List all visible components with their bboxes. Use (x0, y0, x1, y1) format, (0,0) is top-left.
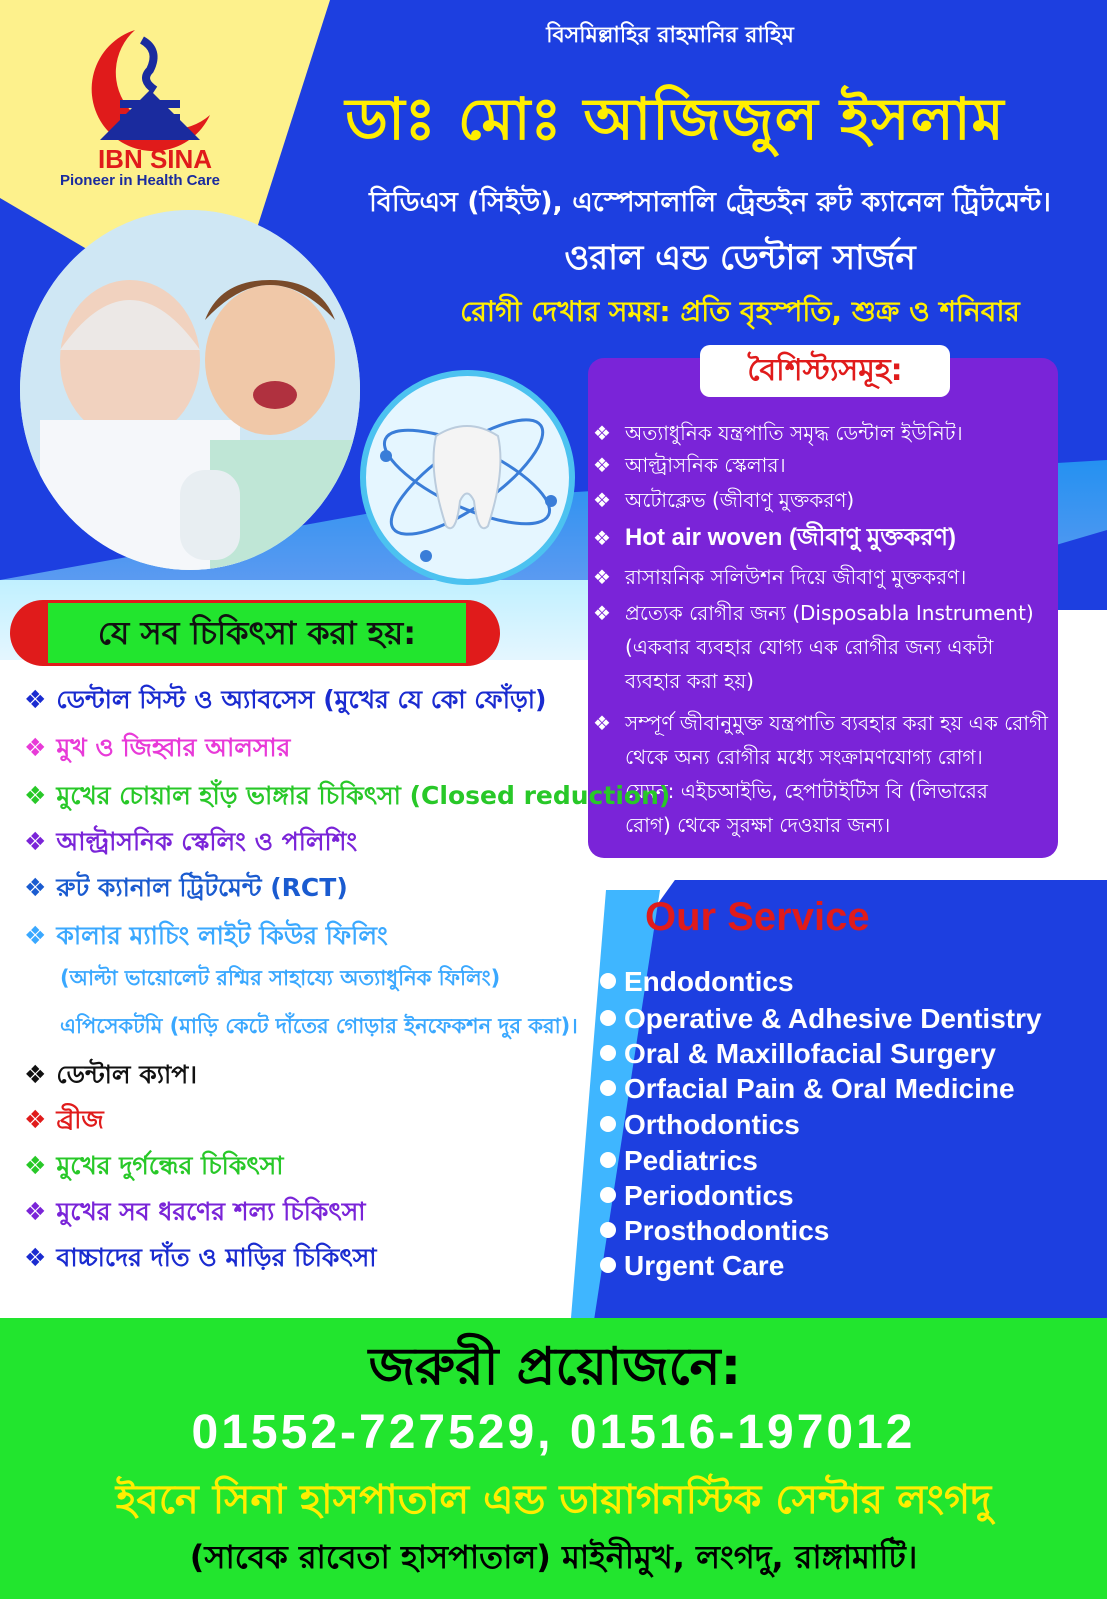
service-item: Orfacial Pain & Oral Medicine (600, 1073, 1015, 1105)
bullet-dot-icon (600, 1152, 616, 1168)
feature-item-cont: ব্যবহার করা হয়) (625, 669, 754, 693)
bullet-dot-icon (600, 1222, 616, 1238)
service-item: Urgent Care (600, 1250, 784, 1282)
service-item: Prosthodontics (600, 1215, 829, 1247)
bullet-dot-icon (600, 1187, 616, 1203)
diamond-bullet-icon: ❖ (24, 873, 47, 902)
treatment-subtext: (আল্টা ভায়োলেট রশ্মির সাহায্যে অত্যাধুনিক ফিলিং) (60, 966, 501, 990)
doctor-name: ডাঃ মোঃ আজিজুল ইসলাম (345, 85, 1005, 153)
service-item: Pediatrics (600, 1145, 758, 1177)
visiting-schedule: রোগী দেখার সময়: প্রতি বৃহস্পতি, শুক্র ও শনিবার (460, 295, 1020, 328)
treatment-item: ❖ মুখের সব ধরণের শল্য চিকিৎসা (24, 1197, 366, 1226)
service-item: Operative & Adhesive Dentistry (600, 1003, 1042, 1035)
feature-item: ❖ আল্ট্রাসনিক স্কেলার। (625, 450, 786, 480)
diamond-bullet-icon: ❖ (593, 421, 611, 445)
feature-item-cont: থেকে অন্য রোগীর মধ্যে সংক্রামণযোগ্য রোগ। (625, 745, 983, 769)
treatment-item: ❖ আল্ট্রাসনিক স্কেলিং ও পলিশিং (24, 827, 358, 856)
hospital-name: ইবনে সিনা হাসপাতাল এন্ড ডায়াগনস্টিক সেন্টার লংগদু (115, 1477, 992, 1523)
diamond-bullet-icon: ❖ (24, 1197, 47, 1226)
treatment-item: ❖ ব্রীজ (24, 1105, 104, 1134)
logo-tagline: Pioneer in Health Care (59, 172, 221, 189)
diamond-bullet-icon: ❖ (593, 601, 611, 625)
service-item: Periodontics (600, 1180, 794, 1212)
hospital-address: (সাবেক রাবেতা হাসপাতাল) মাইনীমুখ, লংগদু, রাঙ্গামাটি। (189, 1538, 918, 1576)
treatment-item: ❖ ডেন্টাল ক্যাপ। (24, 1060, 198, 1089)
service-item: Orthodontics (600, 1109, 800, 1141)
feature-item: ❖ প্রত্যেক রোগীর জন্য (Disposabla Instrument) (625, 598, 1034, 628)
diamond-bullet-icon: ❖ (24, 1105, 47, 1134)
emergency-heading: জরুরী প্রয়োজনে: (368, 1337, 742, 1397)
bullet-dot-icon (600, 1257, 616, 1273)
bullet-dot-icon (600, 1045, 616, 1061)
bullet-dot-icon (600, 1080, 616, 1096)
service-item: Oral & Maxillofacial Surgery (600, 1038, 996, 1070)
bullet-dot-icon (600, 1116, 616, 1132)
diamond-bullet-icon: ❖ (24, 921, 47, 950)
doctor-specialty: ওরাল এন্ড ডেন্টাল সার্জন (564, 238, 916, 278)
feature-item: ❖ অটোক্লেভ (জীবাণু মুক্তকরণ) (625, 485, 854, 515)
treatment-item: ❖ মুখ ও জিহ্বার আলসার (24, 733, 291, 762)
diamond-bullet-icon: ❖ (593, 488, 611, 512)
feature-item: ❖ Hot air woven (জীবাণু মুক্তকরণ) (593, 524, 956, 551)
treatment-subtext: এপিসেকটমি (মাড়ি কেটে দাঁতের গোড়ার ইনফেকশন দুর করা)। (60, 1014, 578, 1038)
service-item: Endodontics (600, 966, 794, 998)
treatment-item: ❖ ডেন্টাল সিস্ট ও অ্যাবসেস (মুখের যে কো ফোঁড়া) (24, 685, 547, 714)
doctor-degree: বিডিএস (সিইউ), এস্পেসালালি ট্রেন্ডইন রুট ক্যানেল ট্রিটমেন্ট। (369, 187, 1051, 218)
feature-item-cont: (একবার ব্যবহার যোগ্য এক রোগীর জন্য একটা (625, 635, 994, 659)
features-title: বৈশিস্ট্যসমূহ: (700, 345, 950, 397)
treatment-item: ❖ মুখের দুর্গন্ধের চিকিৎসা (24, 1151, 284, 1180)
diamond-bullet-icon: ❖ (593, 453, 611, 477)
feature-item: ❖ রাসায়নিক সলিউশন দিয়ে জীবাণু মুক্তকরণ। (625, 562, 966, 592)
treatments-title: যে সব চিকিৎসা করা হয়: (48, 603, 466, 663)
diamond-bullet-icon: ❖ (593, 565, 611, 589)
treatment-item: ❖ মুখের চোয়াল হাঁড় ভাঙ্গার চিকিৎসা (Closed reduction) (24, 781, 671, 810)
feature-item-cont: রোগ) থেকে সুরক্ষা দেওয়ার জন্য। (625, 813, 891, 837)
bullet-dot-icon (600, 973, 616, 989)
diamond-bullet-icon: ❖ (593, 711, 611, 735)
diamond-bullet-icon: ❖ (24, 827, 47, 856)
feature-item-cont: যেমন: এইচআইভি, হেপাটাইটিস বি (লিভারের (625, 779, 988, 803)
diamond-bullet-icon: ❖ (24, 1060, 47, 1089)
treatment-item: ❖ বাচ্চাদের দাঁত ও মাড়ির চিকিৎসা (24, 1243, 377, 1272)
tooth-atom-icon (360, 370, 575, 585)
bullet-dot-icon (600, 1010, 616, 1026)
bismillah-text: বিসমিল্লাহির রাহমানির রাহিম (546, 23, 794, 48)
logo-name: IBN SINA (97, 144, 213, 174)
services-title: Our Service (645, 895, 870, 939)
feature-item: ❖ সম্পূর্ণ জীবানুমুক্ত যন্ত্রপাতি ব্যবহার করা হয় এক রোগী (625, 708, 1048, 738)
treatment-item: ❖ রুট ক্যানাল ট্রিটমেন্ট (RCT) (24, 873, 348, 902)
diamond-bullet-icon: ❖ (24, 685, 47, 714)
dentist-photo (20, 210, 360, 570)
diamond-bullet-icon: ❖ (24, 1243, 47, 1272)
diamond-bullet-icon: ❖ (593, 526, 611, 550)
diamond-bullet-icon: ❖ (24, 1151, 47, 1180)
treatment-item: ❖ কালার ম্যাচিং লাইট কিউর ফিলিং (24, 921, 388, 950)
diamond-bullet-icon: ❖ (24, 733, 47, 762)
diamond-bullet-icon: ❖ (24, 781, 47, 810)
feature-item: ❖ অত্যাধুনিক যন্ত্রপাতি সমৃদ্ধ ডেন্টাল ইউনিট। (625, 418, 963, 448)
phone-numbers[interactable]: 01552-727529, 01516-197012 (191, 1406, 916, 1459)
